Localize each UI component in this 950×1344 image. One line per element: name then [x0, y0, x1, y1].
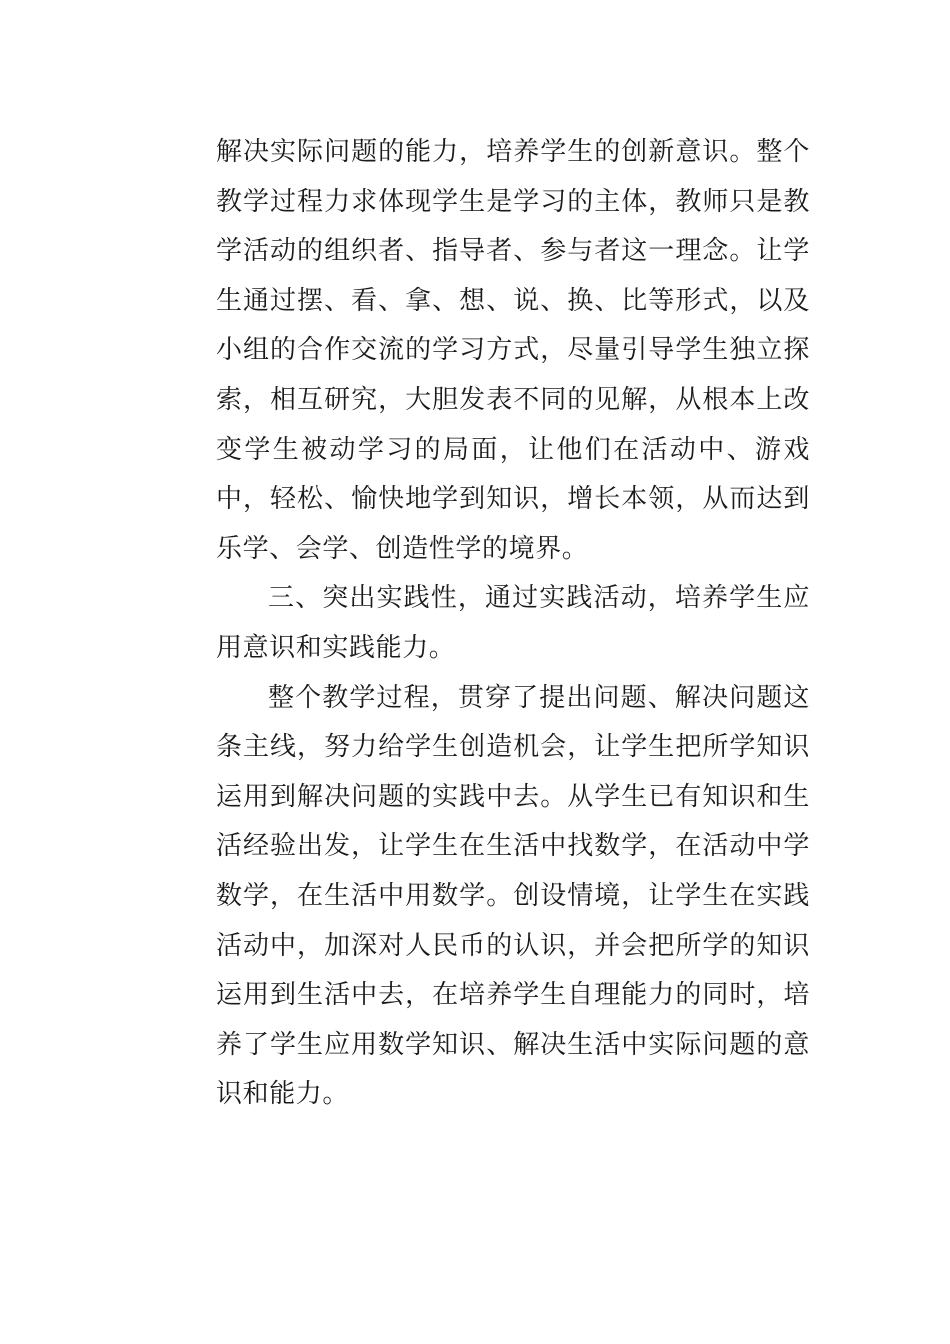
section-heading-three: 三、突出实践性，通过实践活动，培养学生应用意识和实践能力。 — [216, 583, 810, 663]
paragraph-continuation: 解决实际问题的能力，培养学生的创新意识。整个教学过程力求体现学生是学习的主体，教师只是教学活动的组织者、指导者、参与者这一理念。让学生通过摆、看、拿、想、说、换、比等形式，以及小组的合作交流的学习方式，尽量引导学生独立探索，相互研究，大胆发表不同的见解，从根本上改变学生被动学习的局面，让他们在活动中、游戏中，轻松、愉快地学到知识，增长本领，从而达到乐学、会学、创造性学的境界。 — [216, 137, 810, 564]
body-text — [216, 128, 810, 1120]
paragraph-practice: 整个教学过程，贯穿了提出问题、解决问题这条主线，努力给学生创造机会，让学生把所学知识运用到解决问题的实践中去。从学生已有知识和生活经验出发，让学生在生活中找数学，在活动中学数学，在生活中用数学。创设情境，让学生在实践活动中，加深对人民币的认识，并会把所学的知识运用到生活中去，在培养学生自理能力的同时，培养了学生应用数学知识、解决生活中实际问题的意识和能力。 — [216, 682, 810, 1110]
